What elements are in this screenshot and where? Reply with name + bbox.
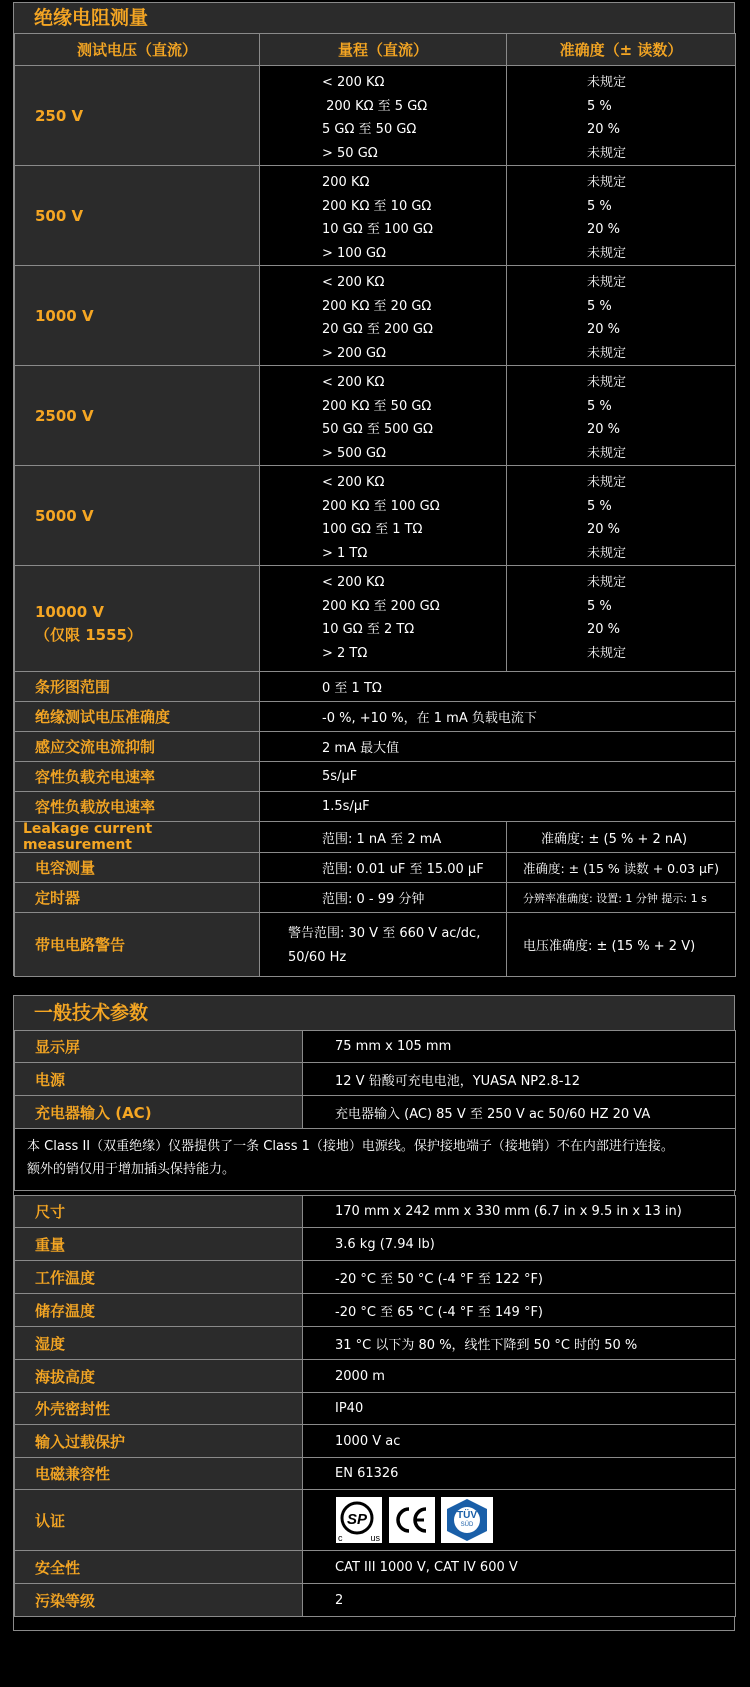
class-ii-note (14, 1128, 736, 1191)
live-circuit-label: 带电电路警告 (14, 912, 260, 977)
accuracy-line: 未规定 (587, 575, 627, 590)
general-title: 一般技术参数 (14, 996, 734, 1030)
ce-logo (389, 1497, 435, 1543)
range-line: < 200 KΩ (322, 475, 385, 490)
accuracy-line: 未规定 (587, 345, 627, 361)
accuracy-cell (506, 65, 736, 166)
capacitance-accuracy: 准确度: ± (15 % 读数 + 0.03 μF) (506, 852, 736, 883)
row-value: 5s/μF (259, 761, 736, 792)
spec-label: 工作温度 (14, 1260, 303, 1294)
range-line: > 200 GΩ (322, 345, 386, 361)
spec-label: 尺寸 (14, 1195, 303, 1228)
voltage-label: 10000 V (35, 603, 105, 621)
tuv-text: TÜV (457, 1510, 477, 1521)
range-cell (259, 465, 507, 566)
voltage-note: （仅限 1555） (35, 626, 142, 644)
range-cell (259, 265, 507, 366)
range-line: 200 KΩ 至 20 GΩ (322, 298, 432, 314)
range-line: < 200 KΩ (322, 275, 385, 290)
timer-label: 定时器 (14, 882, 260, 913)
spec-value: 75 mm x 105 mm (302, 1030, 736, 1063)
voltage-cell: 5000 V (14, 465, 260, 566)
range-line: < 200 KΩ (322, 575, 385, 590)
row-value: 1.5s/μF (259, 791, 736, 822)
range-line: 200 KΩ 至 100 GΩ (322, 498, 440, 514)
spec-label: 安全性 (14, 1550, 303, 1584)
note-line: 额外的销仅用于增加插头保持能力。 (27, 1162, 236, 1177)
header-accuracy: 准确度（± 读数） (506, 33, 736, 66)
spec-label: 外壳密封性 (14, 1392, 303, 1425)
leakage-range: 范围: 1 nA 至 2 mA (259, 821, 507, 853)
general-specs-panel (13, 995, 735, 1631)
range-line: > 2 TΩ (322, 645, 368, 661)
accuracy-line: 未规定 (587, 175, 627, 190)
accuracy-line: 5 % (587, 598, 612, 614)
insulation-title: 绝缘电阻测量 (14, 3, 734, 33)
cert-logos (302, 1489, 736, 1551)
range-line: 10 GΩ 至 100 GΩ (322, 222, 433, 237)
row-value: 0 至 1 TΩ (259, 671, 736, 702)
spec-label: 充电器输入 (AC) (14, 1095, 303, 1129)
live-range-line: 50/60 Hz (288, 950, 347, 965)
live-range-line: 警告范围: 30 V 至 660 V ac/dc, (288, 926, 481, 941)
range-line: 200 KΩ 至 5 GΩ (322, 98, 428, 114)
voltage-cell (14, 565, 260, 672)
range-line: 50 GΩ 至 500 GΩ (322, 422, 433, 437)
accuracy-line: 20 % (587, 422, 621, 437)
tuv-sub: SÜD (460, 1522, 474, 1528)
spec-label: 电源 (14, 1062, 303, 1096)
row-value: -0 %, +10 %，在 1 mA 负载电流下 (259, 701, 736, 732)
range-line: 200 KΩ (322, 175, 370, 190)
spec-label: 海拔高度 (14, 1359, 303, 1393)
accuracy-line: 未规定 (587, 275, 627, 290)
svg-text:SP: SP (346, 1511, 368, 1528)
row-value: 2 mA 最大值 (259, 731, 736, 762)
accuracy-cell (506, 265, 736, 366)
accuracy-line: 5 % (587, 98, 612, 114)
range-line: > 1 TΩ (322, 545, 368, 561)
accuracy-line: 未规定 (587, 245, 627, 261)
accuracy-line: 20 % (587, 122, 621, 137)
spec-label: 污染等级 (14, 1583, 303, 1617)
spec-label: 电磁兼容性 (14, 1457, 303, 1490)
accuracy-line: 未规定 (587, 375, 627, 390)
voltage-cell: 2500 V (14, 365, 260, 466)
spec-value: -20 °C 至 50 °C (-4 °F 至 122 °F) (302, 1260, 736, 1294)
spec-value: 3.6 kg (7.94 lb) (302, 1227, 736, 1261)
voltage-cell: 500 V (14, 165, 260, 266)
range-cell (259, 165, 507, 266)
range-line: 200 KΩ 至 200 GΩ (322, 598, 440, 614)
leakage-accuracy: 准确度: ± (5 % + 2 nA) (506, 821, 736, 853)
accuracy-line: 20 % (587, 322, 621, 337)
range-line: > 100 GΩ (322, 245, 386, 261)
range-line: 20 GΩ 至 200 GΩ (322, 322, 433, 337)
spec-value: 充电器输入 (AC) 85 V 至 250 V ac 50/60 HZ 20 VA (302, 1095, 736, 1129)
spec-value: IP40 (302, 1392, 736, 1425)
range-line: 200 KΩ 至 10 GΩ (322, 198, 432, 214)
csa-c-mark: c (338, 1533, 343, 1543)
spec-value: -20 °C 至 65 °C (-4 °F 至 149 °F) (302, 1293, 736, 1327)
range-line: 100 GΩ 至 1 TΩ (322, 522, 423, 537)
range-line: > 50 GΩ (322, 145, 378, 161)
live-circuit-accuracy: 电压准确度: ± (15 % + 2 V) (506, 912, 736, 977)
range-line: < 200 KΩ (322, 375, 385, 390)
csa-us-mark: us (370, 1533, 380, 1543)
spec-label: 重量 (14, 1227, 303, 1261)
accuracy-line: 5 % (587, 398, 612, 414)
accuracy-cell (506, 565, 736, 672)
range-line: 5 GΩ 至 50 GΩ (322, 122, 417, 137)
accuracy-line: 未规定 (587, 145, 627, 161)
capacitance-label: 电容测量 (14, 852, 260, 883)
range-line: > 500 GΩ (322, 445, 386, 461)
leakage-label: Leakage current measurement (14, 821, 260, 853)
accuracy-line: 5 % (587, 298, 612, 314)
ce-logo-graphic (389, 1497, 435, 1543)
tuv-logo (441, 1497, 493, 1543)
spec-label: 储存温度 (14, 1293, 303, 1327)
header-test-voltage: 测试电压（直流） (14, 33, 260, 66)
row-label: 绝缘测试电压准确度 (14, 701, 260, 732)
note-line: 本 Class II（双重绝缘）仪器提供了一条 Class 1（接地）电源线。保护接地端子（接地销）不在内部进行连接。 (27, 1139, 674, 1154)
row-label: 感应交流电流抑制 (14, 731, 260, 762)
spec-value: 31 °C 以下为 80 %，线性下降到 50 °C 时的 50 % (302, 1326, 736, 1360)
accuracy-cell (506, 465, 736, 566)
accuracy-line: 20 % (587, 522, 621, 537)
range-line: 200 KΩ 至 50 GΩ (322, 398, 432, 414)
accuracy-line: 20 % (587, 622, 621, 637)
range-line: < 200 KΩ (322, 75, 385, 90)
range-cell (259, 365, 507, 466)
spec-value: CAT III 1000 V, CAT IV 600 V (302, 1550, 736, 1584)
timer-range: 范围: 0 - 99 分钟 (259, 882, 507, 913)
voltage-cell: 1000 V (14, 265, 260, 366)
spec-label: 输入过载保护 (14, 1424, 303, 1458)
spec-value: 1000 V ac (302, 1424, 736, 1458)
accuracy-line: 5 % (587, 198, 612, 214)
row-label: 容性负载充电速率 (14, 761, 260, 792)
accuracy-line: 未规定 (587, 75, 627, 90)
accuracy-line: 20 % (587, 222, 621, 237)
timer-accuracy: 分辨率准确度: 设置: 1 分钟 提示: 1 s (506, 882, 736, 913)
voltage-cell: 250 V (14, 65, 260, 166)
accuracy-cell (506, 165, 736, 266)
header-range: 量程（直流） (259, 33, 507, 66)
accuracy-line: 5 % (587, 498, 612, 514)
spec-value: 12 V 铅酸可充电电池，YUASA NP2.8-12 (302, 1062, 736, 1096)
spec-label: 显示屏 (14, 1030, 303, 1063)
accuracy-cell (506, 365, 736, 466)
insulation-resistance-panel (13, 2, 735, 976)
accuracy-line: 未规定 (587, 645, 627, 661)
accuracy-line: 未规定 (587, 475, 627, 490)
csa-logo (336, 1497, 382, 1543)
spec-value: 170 mm x 242 mm x 330 mm (6.7 in x 9.5 in x 13 in) (302, 1195, 736, 1228)
row-label: 容性负载放电速率 (14, 791, 260, 822)
accuracy-line: 未规定 (587, 545, 627, 561)
cert-label: 认证 (14, 1489, 303, 1551)
live-circuit-range (259, 912, 507, 977)
row-label: 条形图范围 (14, 671, 260, 702)
spec-label: 湿度 (14, 1326, 303, 1360)
spec-value: 2 (302, 1583, 736, 1617)
accuracy-line: 未规定 (587, 445, 627, 461)
range-cell (259, 65, 507, 166)
range-line: 10 GΩ 至 2 TΩ (322, 622, 415, 637)
range-cell (259, 565, 507, 672)
capacitance-range: 范围: 0.01 uF 至 15.00 μF (259, 852, 507, 883)
spec-value: 2000 m (302, 1359, 736, 1393)
spec-value: EN 61326 (302, 1457, 736, 1490)
